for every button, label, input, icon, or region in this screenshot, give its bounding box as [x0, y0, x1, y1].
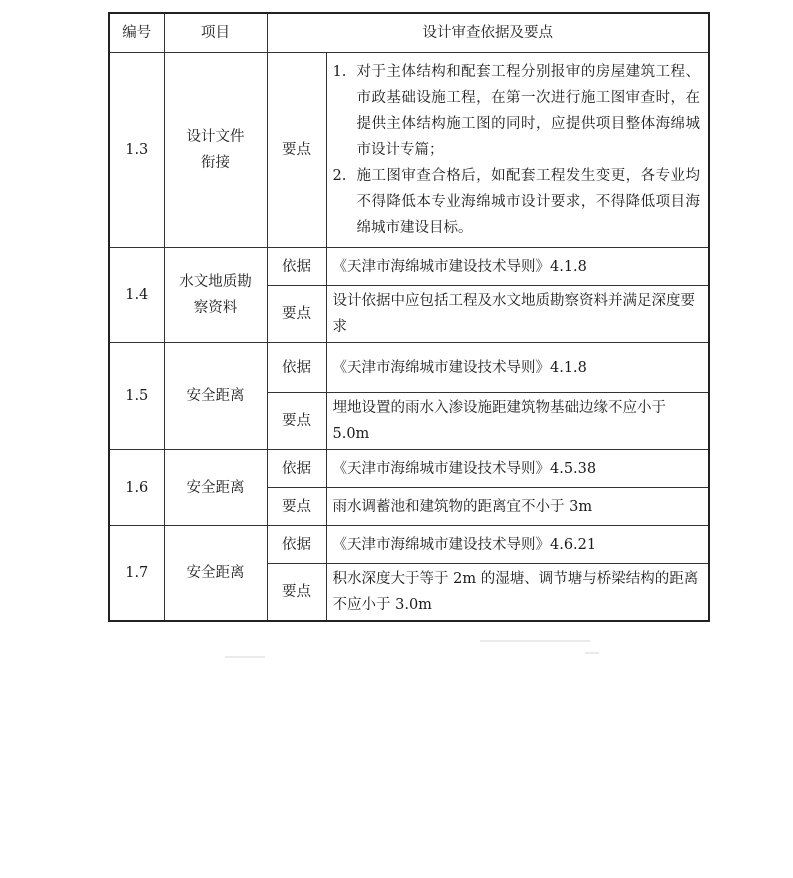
row-number: 1.7	[109, 526, 164, 622]
entry-type: 依据	[267, 526, 326, 564]
row-item-line: 设计文件	[186, 129, 245, 145]
entry-type: 依据	[267, 450, 326, 488]
entry-content	[326, 53, 709, 248]
point-text: 施工图审查合格后，如配套工程发生变更，各专业均不得降低本专业海绵城市设计要求，不得降低项目海绵城市建设目标。	[356, 168, 700, 236]
entry-content: 《天津市海绵城市建设技术导则》4.1.8	[326, 248, 709, 286]
entry-type: 要点	[267, 53, 326, 248]
row-item-line: 水文地质勘	[179, 274, 252, 290]
header-item: 项目	[164, 13, 267, 53]
scan-artifact	[585, 652, 599, 654]
row-item: 安全距离	[164, 343, 267, 450]
table-row	[109, 248, 709, 286]
entry-content: 积水深度大于等于 2m 的湿塘、调节塘与桥梁结构的距离不应小于 3.0m	[326, 564, 709, 622]
row-number: 1.3	[109, 53, 164, 248]
row-item	[164, 53, 267, 248]
design-review-table	[108, 12, 710, 622]
row-number: 1.6	[109, 450, 164, 526]
list-item	[333, 59, 701, 163]
row-item: 安全距离	[164, 450, 267, 526]
point-text: 对于主体结构和配套工程分别报审的房屋建筑工程、市政基础设施工程，在第一次进行施工图审查时，在提供主体结构施工图的同时，应提供项目整体海绵城市设计专篇；	[356, 64, 700, 158]
entry-type: 要点	[267, 393, 326, 450]
entry-content: 《天津市海绵城市建设技术导则》4.1.8	[326, 343, 709, 393]
header-number: 编号	[109, 13, 164, 53]
table-row	[109, 343, 709, 393]
point-number: 2.	[332, 168, 347, 184]
entry-content: 设计依据中应包括工程及水文地质勘察资料并满足深度要求	[326, 286, 709, 343]
row-number: 1.4	[109, 248, 164, 343]
entry-type: 依据	[267, 248, 326, 286]
entry-type: 要点	[267, 488, 326, 526]
entry-content: 雨水调蓄池和建筑物的距离宜不小于 3m	[326, 488, 709, 526]
scan-artifact	[225, 656, 265, 658]
entry-type: 要点	[267, 564, 326, 622]
table-row	[109, 526, 709, 564]
scan-artifact	[480, 640, 590, 642]
entry-content: 《天津市海绵城市建设技术导则》4.5.38	[326, 450, 709, 488]
row-item-line: 衔接	[201, 155, 230, 171]
table-row	[109, 450, 709, 488]
table-row	[109, 53, 709, 248]
point-number: 1.	[332, 64, 347, 80]
row-item: 安全距离	[164, 526, 267, 622]
row-item	[164, 248, 267, 343]
row-number: 1.5	[109, 343, 164, 450]
row-item-line: 察资料	[193, 300, 238, 316]
entry-type: 要点	[267, 286, 326, 343]
header-basis: 设计审查依据及要点	[267, 13, 709, 53]
points-list	[333, 55, 701, 245]
table-header-row	[109, 13, 709, 53]
entry-content: 《天津市海绵城市建设技术导则》4.6.21	[326, 526, 709, 564]
list-item	[333, 163, 701, 241]
entry-content: 埋地设置的雨水入渗设施距建筑物基础边缘不应小于5.0m	[326, 393, 709, 450]
entry-type: 依据	[267, 343, 326, 393]
